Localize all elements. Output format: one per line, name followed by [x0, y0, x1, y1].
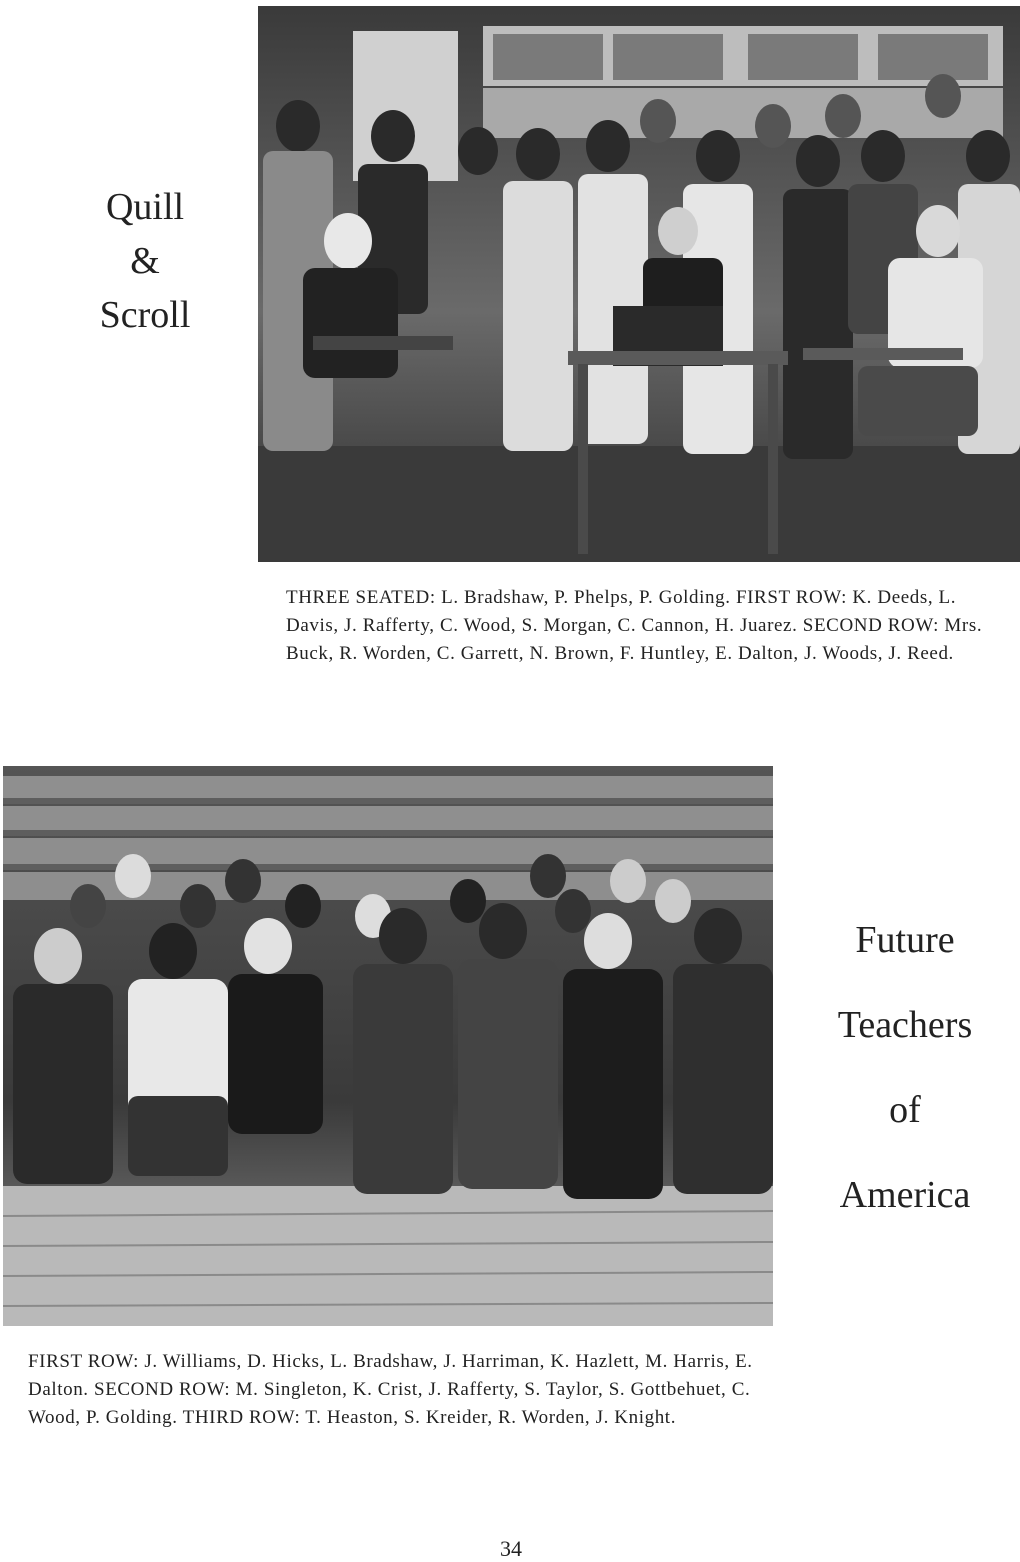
future-teachers-title: [790, 898, 1020, 1238]
title-line: Future: [855, 919, 955, 961]
caption-first-row: FIRST ROW: J. Williams, D. Hicks, L. Bradshaw, J. Harriman, K. Hazlett, M. Harris, E. Dalton.: [28, 1351, 753, 1400]
quill-scroll-group-photo: [258, 6, 1020, 562]
title-line: Teachers: [837, 1004, 973, 1046]
photo-illustration: [3, 766, 773, 1326]
quill-scroll-title: [40, 180, 250, 342]
page-number: 34: [500, 1536, 522, 1561]
title-line: America: [839, 1174, 971, 1216]
title-line: Scroll: [99, 294, 191, 336]
quill-scroll-caption: [286, 584, 1002, 668]
future-teachers-caption: [28, 1348, 768, 1432]
caption-second-row: SECOND ROW: Mrs. Buck, R. Worden, C. Garrett, N. Brown, F. Huntley, E. Dalton, J. Woods, J. Reed.: [286, 615, 983, 664]
future-teachers-group-photo: [3, 766, 773, 1326]
photo-illustration: [258, 6, 1020, 562]
title-line: &: [130, 240, 160, 282]
caption-three-seated: THREE SEATED: L. Bradshaw, P. Phelps, P. Golding.: [286, 587, 731, 608]
caption-third-row: THIRD ROW: T. Heaston, S. Kreider, R. Worden, J. Knight.: [182, 1407, 677, 1428]
caption-second-row: SECOND ROW: M. Singleton, K. Crist, J. Rafferty, S. Taylor, S. Gottbehuet, C. Wood, P. Golding.: [28, 1379, 751, 1428]
title-line: of: [889, 1089, 921, 1131]
caption-first-row: FIRST ROW: K. Deeds, L. Davis, J. Rafferty, C. Wood, S. Morgan, C. Cannon, H. Juarez.: [286, 587, 957, 636]
title-line: Quill: [105, 186, 185, 228]
